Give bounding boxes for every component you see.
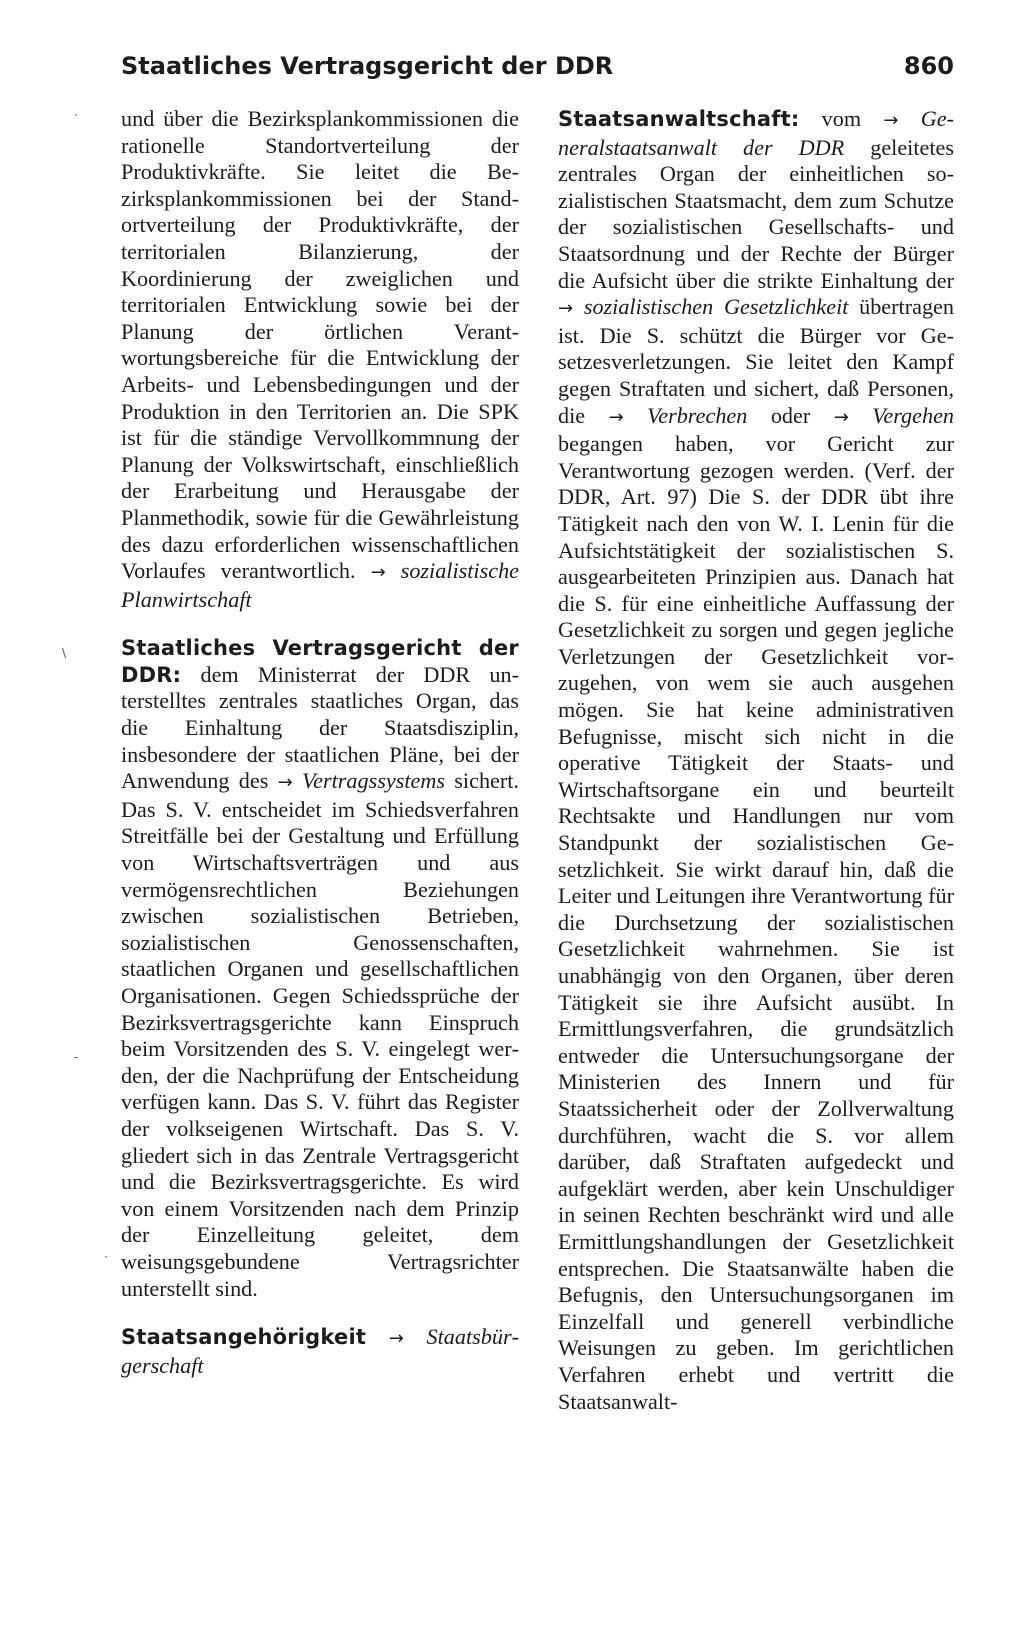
cross-reference-link[interactable]: Generalstaatsanwalt der DDR xyxy=(558,106,955,160)
body-text: oder xyxy=(747,402,834,428)
cross-reference-arrow-icon: → xyxy=(833,406,849,428)
left-column xyxy=(121,106,519,1401)
entry-body xyxy=(121,1324,519,1379)
cross-reference-link[interactable]: Vergehen xyxy=(872,402,955,428)
entry-headword: Staatsangehörigkeit xyxy=(121,1325,367,1350)
right-column xyxy=(558,106,954,1437)
body-text: geleitetes zentrales Organ der einheitlichen sozialistischen Staatsmacht, dem zum Schutze der sozialistischen Gesellschafts- und Staatsordnung und der Rechte der Bürger die Aufsicht über die strikte Einhaltung der xyxy=(558,134,954,293)
cross-reference-link[interactable]: Staatsbürgerschaft xyxy=(121,1324,519,1378)
cross-reference-arrow-icon: → xyxy=(558,298,574,320)
entry-body xyxy=(121,106,519,613)
entry-body xyxy=(121,635,519,1302)
margin-tick: - xyxy=(74,1050,79,1064)
entry-headword: Staatsanwaltschaft: xyxy=(558,107,800,131)
cross-reference-link[interactable]: sozialistische Planwirtschaft xyxy=(121,558,520,612)
entry-headword: Staatliches Vertragsgericht der DDR: xyxy=(121,636,519,687)
body-text: übertragen ist. Die S. schützt die Bürger vor Gesetzesverletzungen. Sie leitet den Kampf gegen Straftaten und sichert, daß Personen, die xyxy=(558,294,954,428)
entry-staatsanwaltschaft xyxy=(558,106,954,1415)
margin-tick: \ xyxy=(62,646,67,660)
page-number: 860 xyxy=(903,52,954,80)
cross-reference-arrow-icon: → xyxy=(277,772,293,794)
cross-reference-link[interactable]: Vertragssystems xyxy=(302,768,445,794)
page-header xyxy=(121,52,954,92)
running-head: Staatliches Vertragsgericht der DDR xyxy=(121,52,614,80)
entry-continuation xyxy=(121,106,519,613)
cross-reference-link[interactable]: sozialistischen Gesetzlichkeit xyxy=(583,294,849,320)
body-text: dem Ministerrat der DDR unterstelltes zentrales staatliches Organ, das die Einhaltung der Staatsdisziplin, insbesondere der staatlichen Pläne, bei der Anwendung des xyxy=(121,661,519,794)
body-text: vom xyxy=(799,106,884,131)
entry-staatliches-vertragsgericht xyxy=(121,635,519,1302)
body-text: sichert. Das S. V. entscheidet im Schiedsverfahren Streitfälle bei der Gestaltung und Erfüllung von Wirtschaftsverträgen und aus vermögensrechtlichen Beziehungen zwischen sozialistischen Betrieben, sozialistischen Genossenschaften, staatlichen Organen und gesellschaftlichen Organisationen. Gegen Schiedssprüche der Bezirksvertragsgerichte kann Einspruch beim Vorsitzenden des S. V. eingelegt werden, der die Nachprüfung der Entscheidung verfügen kann. Das S. V. führt das Register der volkseigenen Wirtschaft. Das S. V. gliedert sich in das Zentrale Vertragsgericht und die Bezirksvertragsgerichte. Es wird von einem Vorsitzenden nach dem Prinzip der Einzelleitung geleitet, dem weisungsgebundene Vertragsrichter unterstellt sind. xyxy=(121,768,519,1301)
cross-reference-arrow-icon: → xyxy=(883,110,899,131)
cross-reference-arrow-icon: → xyxy=(388,1328,404,1350)
cross-reference-arrow-icon: → xyxy=(370,562,386,584)
margin-dot: · xyxy=(104,1250,108,1264)
entry-body xyxy=(558,106,954,1415)
body-text: und über die Bezirksplankommissionen die rationelle Standortverteilung der Produktivkräfte. Sie leitet die Bezirksplankommissionen bei der Standortverteilung der Produktivkräfte, der territorialen Bilanzierung, der Koordinierung der zweiglichen und territorialen Entwicklung sowie bei der Planung der örtlichen Verantwortungsbereiche für die Entwicklung der Arbeits- und Lebensbedingungen und der Produktion in den Territorien an. Die SPK ist für die ständige Vervollkommnung der Planung der Volkswirtschaft, einschließlich der Erarbeitung und Herausgabe der Planmethodik, sowie für die Gewährleistung des dazu erforderlichen wissenschaftlichen Vorlaufes verantwortlich. xyxy=(121,106,519,584)
cross-reference-arrow-icon: → xyxy=(608,406,624,428)
entry-staatsangehoerigkeit xyxy=(121,1324,519,1379)
body-text: begangen haben, vor Gericht zur Verantwortung gezogen werden. (Verf. der DDR, Art. 97) Die S. der DDR übt ihre Tätigkeit nach den von W. I. Lenin für die Aufsichtstätigkeit der sozialistischen S. ausgearbeiteten Prinzipien aus. Danach hat die S. für eine einheitliche Auffassung der Gesetzlichkeit zu sorgen und gegen jegliche Verletzungen der Gesetzlichkeit vorzugehen, von wem sie auch ausgehen mögen. Sie hat keine administrativen Befugnisse, mischt sich nicht in die operative Tätigkeit der Staats- und Wirtschaftsorgane ein und beurteilt Rechtsakte und Handlungen nur vom Standpunkt der sozialistischen Gesetzlichkeit. Sie wirkt darauf hin, daß die Leiter und Leitungen ihre Verantwortung für die Durchsetzung der sozialistischen Gesetzlichkeit wahrnehmen. Sie ist unabhängig von den Organen, über deren Tätigkeit sie ihre Aufsicht ausübt. In Ermittlungsverfahren, die grundsätzlich entweder die Untersuchungsorgane der Ministerien des Innern und für Staatssicherheit oder der Zollverwaltung durchführen, wacht die S. vor allem darüber, daß Straftaten aufgedeckt und aufgeklärt werden, aber kein Unschuldiger in seinen Rechten beschränkt wird und alle Ermittlungshandlungen der Gesetzlichkeit entsprechen. Die Staatsanwälte haben die Befugnis, den Untersuchungsorganen im Einzelfall und generell verbindliche Weisungen zu geben. Im gerichtlichen Verfahren erhebt und vertritt die Staatsanwalt- xyxy=(558,431,954,1414)
margin-dot: · xyxy=(74,108,78,122)
cross-reference-link[interactable]: Verbrechen xyxy=(647,402,748,428)
